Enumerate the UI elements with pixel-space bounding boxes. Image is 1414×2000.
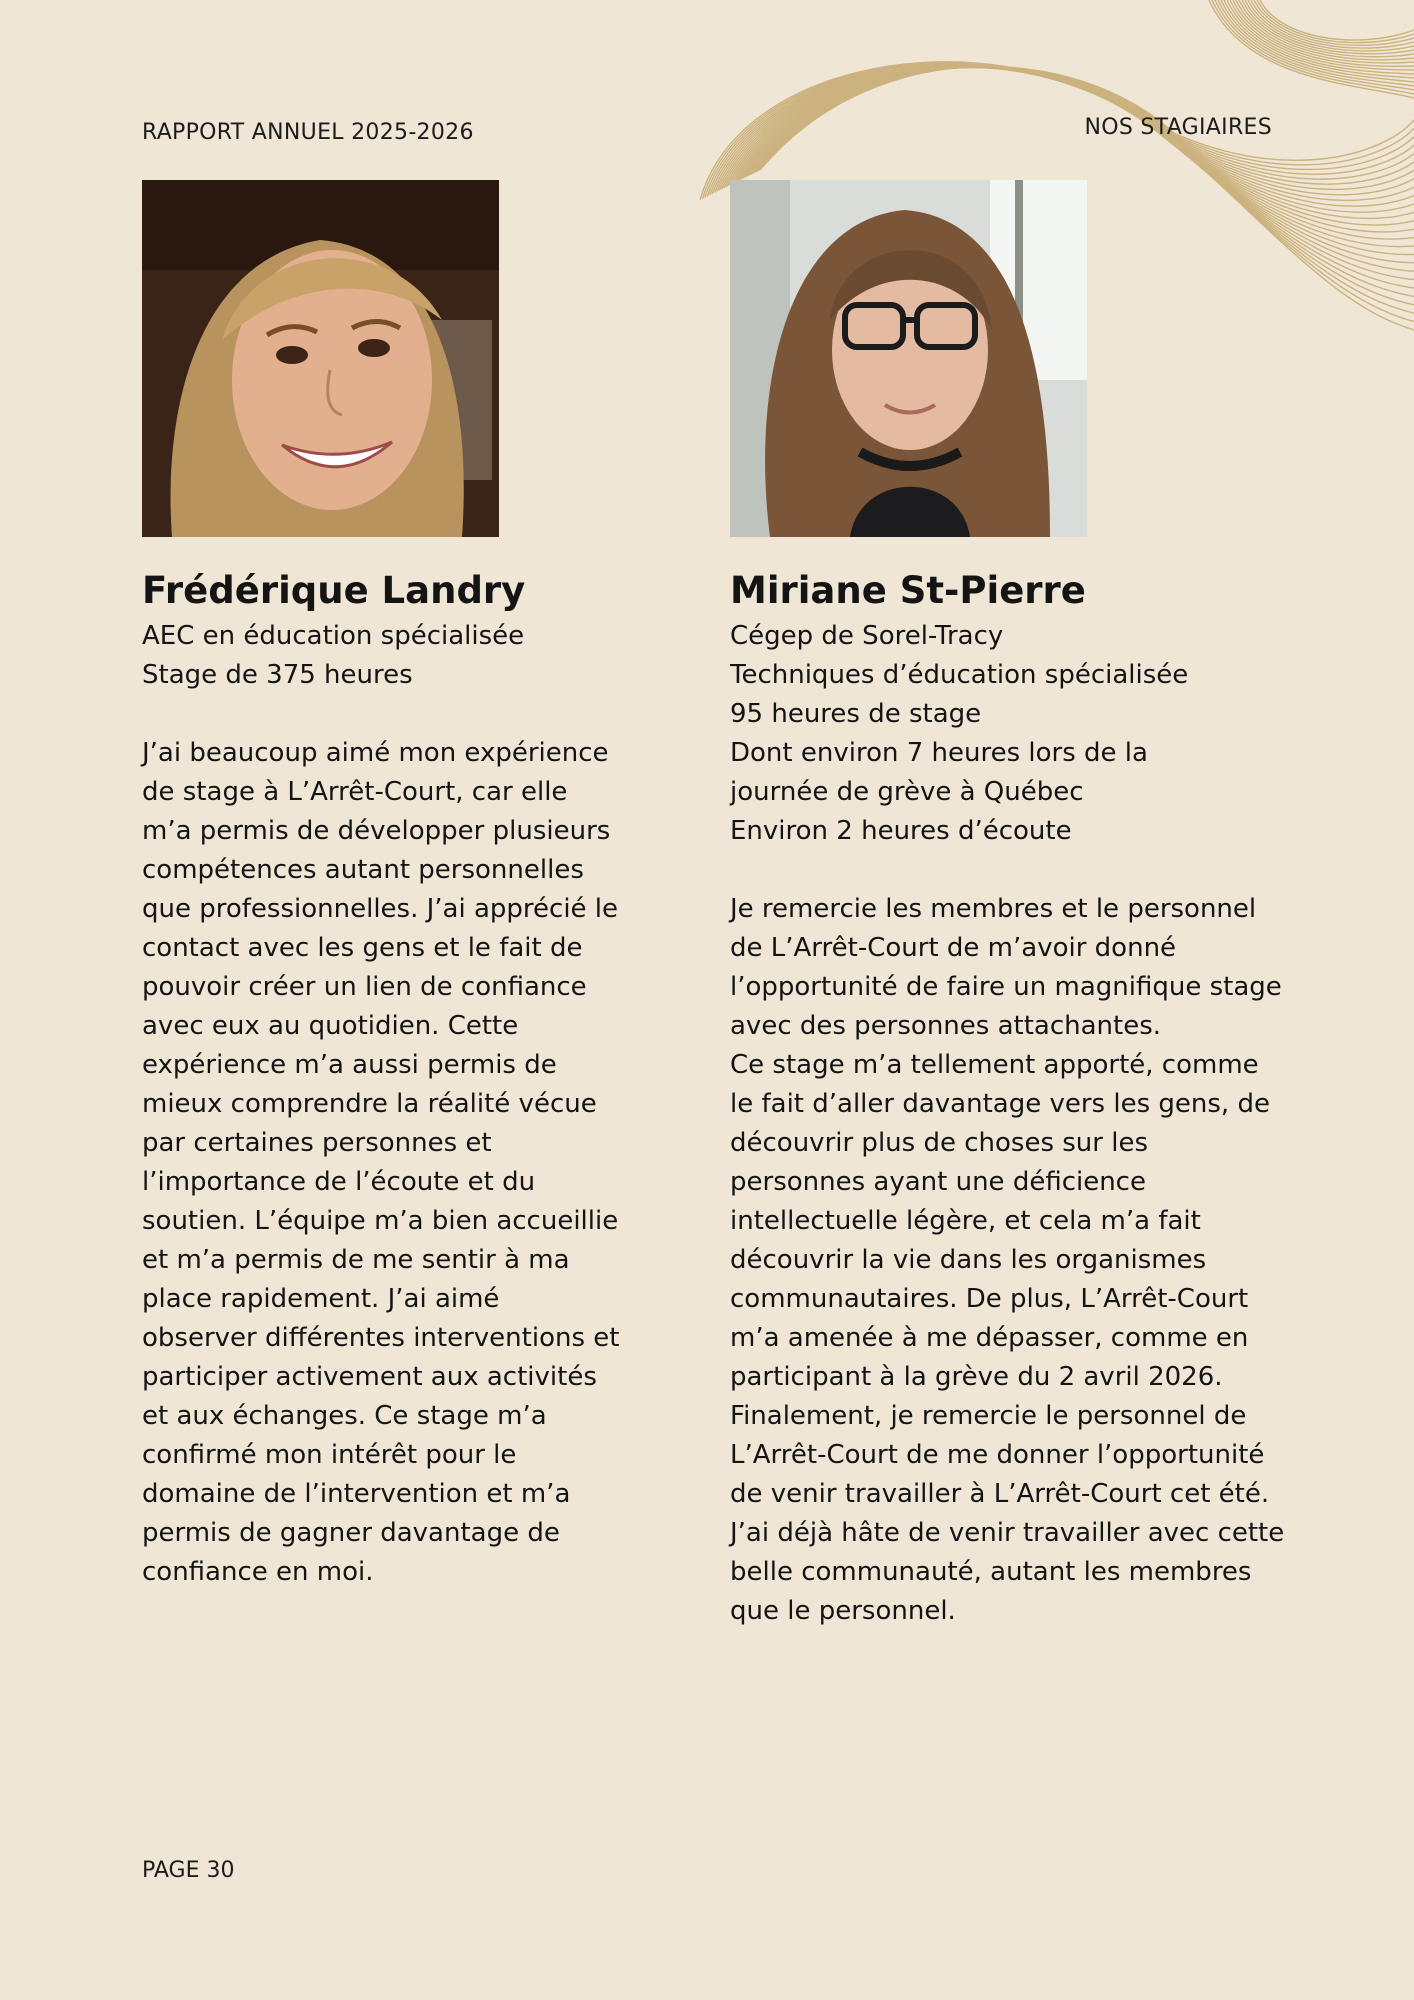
section-title: NOS STAGIAIRES xyxy=(1084,115,1272,140)
intern-card-frederique xyxy=(142,180,622,1592)
decorative-line xyxy=(707,64,1414,197)
intern-photo-frederique xyxy=(142,180,499,537)
decorative-line xyxy=(705,63,1414,197)
report-title: RAPPORT ANNUEL 2025-2026 xyxy=(142,120,474,145)
intern-detail-line: 95 heures de stage xyxy=(730,699,982,729)
intern-photo-miriane xyxy=(730,180,1087,537)
intern-detail-line: AEC en éducation spécialisée xyxy=(142,621,525,651)
intern-details xyxy=(142,617,622,695)
intern-detail-line: Techniques d’éducation spécialisée xyxy=(730,660,1189,690)
intern-name: Miriane St-Pierre xyxy=(730,569,1086,612)
intern-details xyxy=(730,617,1290,851)
page-number: PAGE 30 xyxy=(142,1858,235,1883)
intern-detail-line: Environ 2 heures d’écoute xyxy=(730,816,1072,846)
testimonial-paragraph: J’ai beaucoup aimé mon expérience de stage à L’Arrêt-Court, car elle m’a permis de développer plusieurs compétences autant personnelles que professionnelles. J’ai apprécié le contact avec les gens et le fait de pouvoir créer un lien de confiance avec eux au quotidien. Cette expérience m’a aussi permis de mieux comprendre la réalité vécue par certaines personnes et l’importance de l’écoute et du soutien. L’équipe m’a bien accueillie et m’a permis de me sentir à ma place rapidement. J’ai aimé observer différentes interventions et participer activement aux activités et aux échanges. Ce stage m’a confirmé mon intérêt pour le domaine de l’intervention et m’a permis de gagner davantage de confiance en moi. xyxy=(142,738,620,1587)
testimonial-paragraph: Je remercie les membres et le personnel de L’Arrêt-Court de m’avoir donné l’opportunité de faire un magnifique stage avec des personnes attachantes. xyxy=(730,894,1282,1041)
decorative-line xyxy=(710,64,1414,195)
testimonial-paragraph: Ce stage m’a tellement apporté, comme le fait d’aller davantage vers les gens, de découvrir plus de choses sur les personnes ayant une déficience intellectuelle légère, et cela m’a fait découvrir la vie dans les organismes communautaires. De plus, L’Arrêt-Court m’a amenée à me dépasser, comme en participant à la grève du 2 avril 2026. xyxy=(730,1050,1270,1392)
testimonial-paragraph: Finalement, je remercie le personnel de L’Arrêt-Court de me donner l’opportunité de venir travailler à L’Arrêt-Court cet été. J’ai déjà hâte de venir travailler avec cette belle communauté, autant les membres que le personnel. xyxy=(730,1401,1285,1626)
intern-card-miriane xyxy=(730,180,1290,1631)
intern-detail-line: Stage de 375 heures xyxy=(142,660,413,690)
intern-detail-line: Cégep de Sorel-Tracy xyxy=(730,621,1004,651)
intern-testimonial xyxy=(142,734,622,1592)
intern-testimonial xyxy=(730,890,1290,1631)
intern-detail-line: Dont environ 7 heures lors de la journée de grève à Québec xyxy=(730,738,1148,807)
intern-name: Frédérique Landry xyxy=(142,569,526,612)
